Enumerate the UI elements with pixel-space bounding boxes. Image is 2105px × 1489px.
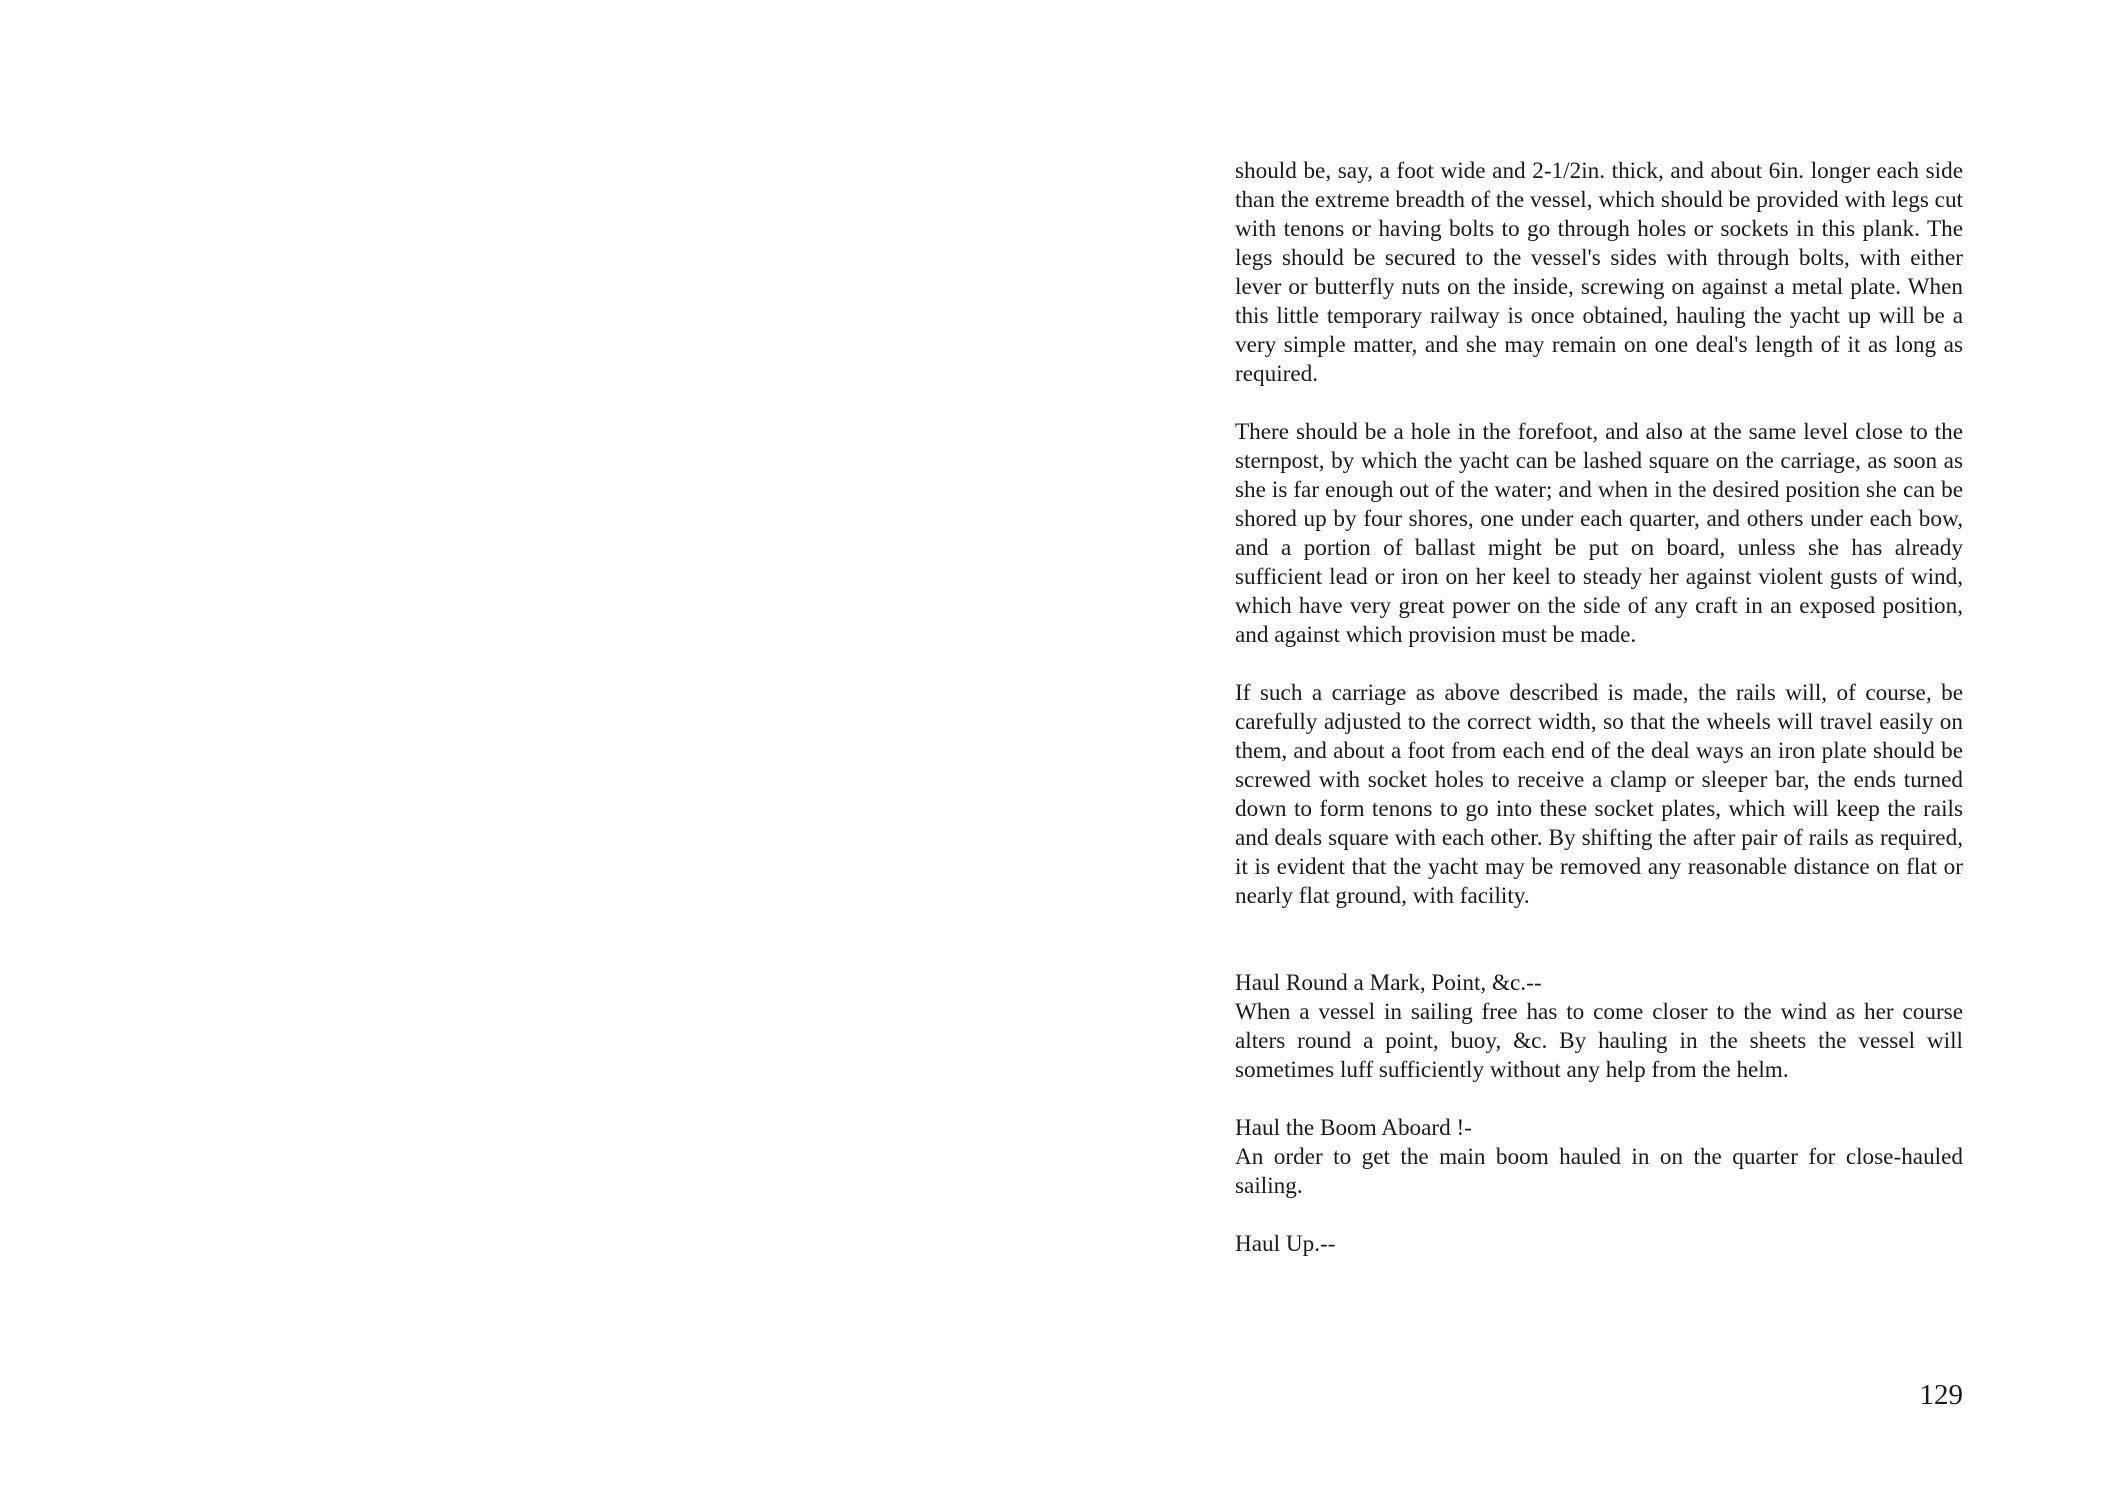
- entry-title: Haul Round a Mark, Point, &c.--: [1235, 970, 1542, 996]
- blank-left-page: [0, 0, 1052, 1489]
- page-number: 129: [1919, 1379, 1963, 1411]
- entry-title: Haul Up.--: [1235, 1231, 1336, 1257]
- glossary-entry: [1235, 1230, 1963, 1259]
- entry-title: Haul the Boom Aboard !-: [1235, 1115, 1472, 1141]
- paragraph-carriage-rails: If such a carriage as above described is made, the rails will, of course, be carefully adjusted to the correct width, so that the wheels will travel easily on them, and about a foot from each end of the deal ways an iron plate should be screwed with socket holes to receive a clamp or sleeper bar, the ends turned down to form tenons to go into these socket plates, which will keep the rails and deals square with each other. By shifting the after pair of rails as required, it is evident that the yacht may be removed any reasonable distance on flat or nearly flat ground, with facility.: [1235, 680, 1963, 909]
- paragraph-continued: should be, say, a foot wide and 2-1/2in. thick, and about 6in. longer each side than the extreme breadth of the vessel, which should be provided with legs cut with tenons or having bolts to go through holes or sockets in this plank. The legs should be secured to the vessel's sides with through bolts, with either lever or butterfly nuts on the inside, screwing on against a metal plate. When this little temporary railway is once obtained, hauling the yacht up will be a very simple matter, and she may remain on one deal's length of it as long as required.: [1235, 158, 1963, 387]
- entry-body: When a vessel in sailing free has to come closer to the wind as her course alters round a point, buoy, &c. By hauling in the sheets the vessel will sometimes luff sufficiently without any help from the helm.: [1235, 999, 1963, 1083]
- glossary-entry: [1235, 1114, 1963, 1201]
- glossary-entry: [1235, 969, 1963, 1085]
- page-text: [1235, 157, 1963, 1288]
- paragraph-hole-in-forefoot: There should be a hole in the forefoot, and also at the same level close to the sternpost, by which the yacht can be lashed square on the carriage, as soon as she is far enough out of the water; and when in the desired position she can be shored up by four shores, one under each quarter, and others under each bow, and a portion of ballast might be put on board, unless she has already sufficient lead or iron on her keel to steady her against violent gusts of wind, which have very great power on the side of any craft in an exposed position, and against which provision must be made.: [1235, 419, 1963, 648]
- entry-body: An order to get the main boom hauled in on the quarter for close-hauled sailing.: [1235, 1144, 1963, 1199]
